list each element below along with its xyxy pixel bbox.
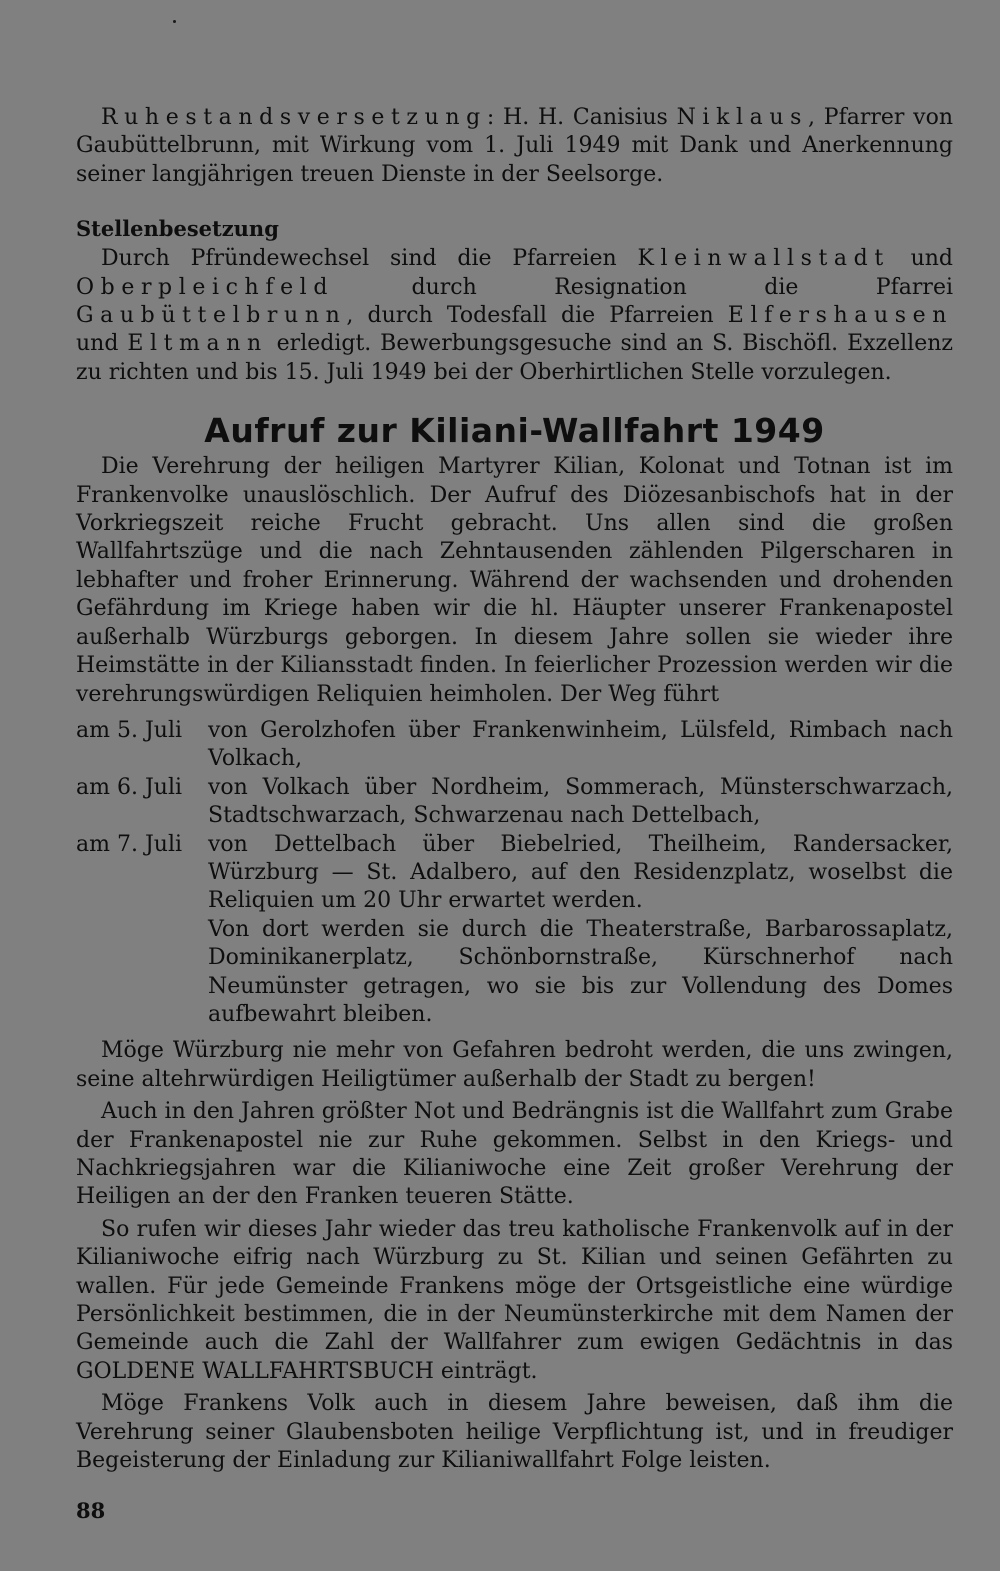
vacancies-text-2: und [889, 246, 953, 272]
vacancies-text-1: Durch Pfründewechsel sind die Pfarreien [101, 246, 638, 272]
route-continuation: Von dort werden sie durch die Theaterstraße, Barbarossaplatz, Dominikanerplatz, Schönbornstraße, Kürschnerhof nach Neumünster getragen, wo sie bis zur Vollendung des Domes aufbewahrt bleiben. [208, 916, 953, 1027]
parish-1: Kleinwallstadt [637, 246, 890, 272]
vacancies-text-6: erledigt. Bewerbungsgesuche sind an S. Bischöfl. Exzellenz zu richten und bis 15. Juli 1949 bei der Oberhirtlichen Stelle vorzulegen. [76, 331, 953, 385]
appeal-intro: Die Verehrung der heiligen Martyrer Kilian, Kolonat und Totnan ist im Frankenvolke unauslöschlich. Der Aufruf des Diözesanbischofs hat in der Vorkriegszeit reiche Frucht gebracht. Uns allen sind die großen Wallfahrtszüge und die nach Zehntausenden zählenden Pilgerscharen in lebhafter und froher Erinnerung. Während der wachsenden und drohenden Gefährdung im Kriege haben wir die hl. Häupter unserer Frankenapostel außerhalb Würzburgs geborgen. In diesem Jahre sollen sie wieder ihre Heimstätte in der Kiliansstadt finden. In feierlicher Prozession werden wir die verehrungswürdigen Reliquien heimholen. Der Weg führt [76, 454, 953, 707]
route-date: am 6. Juli [76, 774, 183, 800]
document-page [76, 104, 953, 1475]
route-item [76, 774, 953, 831]
parish-3: Gaubüttelbrunn [76, 303, 347, 329]
retirement-label: Ruhestandsversetzung [101, 105, 487, 130]
route-continuation-row [76, 916, 953, 1030]
route-list [76, 717, 953, 1029]
retirement-text-2: , Pfarrer von Gaubüttelbrunn, mit Wirkung vom 1. Juli 1949 mit Dank und Anerkennung seiner langjährigen treuen Dienste in der Seelsorge. [76, 105, 953, 187]
parish-2: Oberpleichfeld [76, 274, 335, 300]
route-text: von Dettelbach über Biebelried, Theilheim, Randersacker, Würzburg — St. Adalbero, auf den Residenzplatz, woselbst die Reliquien um 20 Uhr erwartet werden. [208, 831, 953, 914]
appeal-paragraph-2: Möge Würzburg nie mehr von Gefahren bedroht werden, die uns zwingen, seine altehrwürdigen Heiligtümer außerhalb der Stadt zu bergen! [76, 1038, 953, 1092]
parish-4: Elfershausen [727, 303, 953, 329]
vacancies-heading: Stellenbesetzung [76, 216, 279, 242]
route-item [76, 717, 953, 774]
appeal-title: Aufruf zur Kiliani-Wallfahrt 1949 [204, 411, 825, 451]
route-text: von Volkach über Nordheim, Sommerach, Münsterschwarzach, Stadtschwarzach, Schwarzenau nach Dettelbach, [208, 774, 953, 829]
route-item [76, 831, 953, 916]
speck-mark [173, 20, 176, 23]
appeal-paragraph-5: Möge Frankens Volk auch in diesem Jahre beweisen, daß ihm die Verehrung seiner Glaubensboten heilige Verpflichtung ist, und in freudiger Begeisterung der Einladung zur Kilianiwallfahrt Folge leisten. [76, 1391, 953, 1474]
vacancies-text-3: durch Resignation die Pfarrei [334, 274, 953, 300]
route-date-spacer [76, 916, 208, 1030]
retirement-notice [76, 104, 953, 189]
retirement-text-1: : H. H. Canisius [486, 105, 677, 130]
vacancies-text-4: , durch Todesfall die Pfarreien [346, 303, 728, 329]
retiree-name: Niklaus [676, 105, 809, 130]
page-number: 88 [76, 1498, 106, 1523]
route-date: am 5. Juli [76, 717, 183, 743]
vacancies-text-5: und [76, 331, 128, 357]
route-text: von Gerolzhofen über Frankenwinheim, Lülsfeld, Rimbach nach Volkach, [208, 717, 953, 772]
vacancies-paragraph [76, 245, 953, 387]
parish-5: Eltmann [127, 331, 268, 357]
route-date: am 7. Juli [76, 831, 183, 857]
appeal-paragraph-3: Auch in den Jahren größter Not und Bedrängnis ist die Wallfahrt zum Grabe der Frankenapostel nie zur Ruhe gekommen. Selbst in den Kriegs- und Nachkriegsjahren war die Kilianiwoche eine Zeit großer Verehrung der Heiligen an der den Franken teueren Stätte. [76, 1099, 953, 1210]
appeal-paragraph-4: So rufen wir dieses Jahr wieder das treu katholische Frankenvolk auf in der Kilianiwoche eifrig nach Würzburg zu St. Kilian und seinen Gefährten zu wallen. Für jede Gemeinde Frankens möge der Ortsgeistliche eine würdige Persönlichkeit bestimmen, die in der Neumünsterkirche mit dem Namen der Gemeinde auch die Zahl der Wallfahrer zum ewigen Gedächtnis in das GOLDENE WALLFAHRTSBUCH einträgt. [76, 1216, 953, 1384]
